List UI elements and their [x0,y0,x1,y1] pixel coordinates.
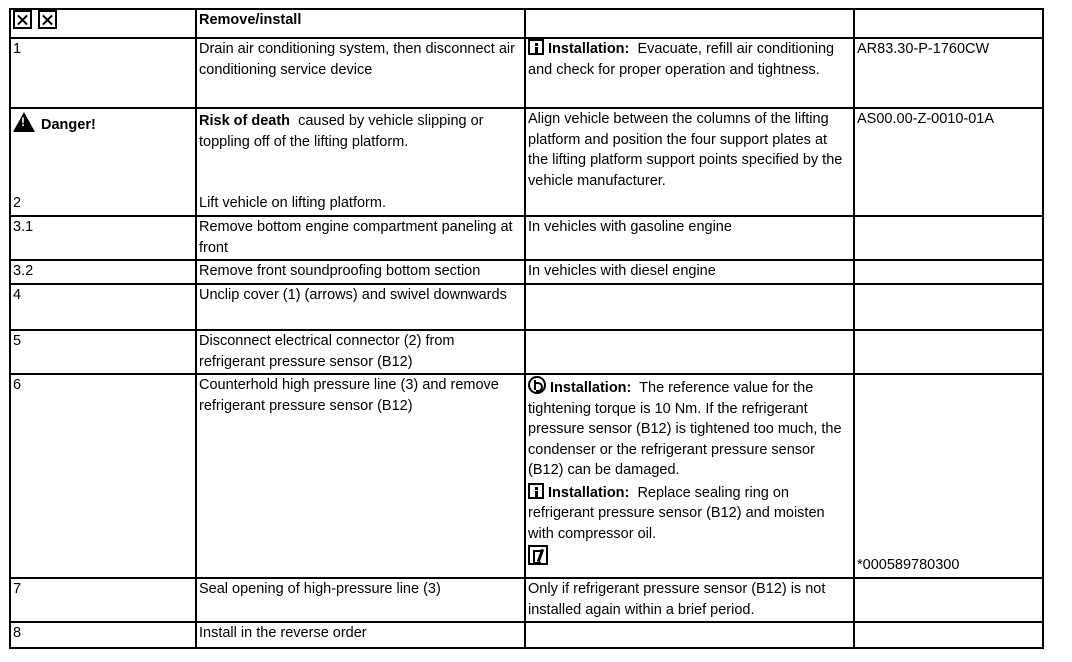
torque-icon [528,376,546,394]
step-note: In vehicles with diesel engine [525,260,854,284]
table-row [10,622,1043,648]
table-row [10,284,1043,330]
step-number: 2 [13,194,22,211]
step-number: 3.2 [10,260,196,284]
table-row [10,330,1043,374]
warning-icon [13,112,35,132]
step-note: In vehicles with gasoline engine [525,216,854,260]
reference-link[interactable]: AS00.00-Z-0010-01A [854,108,1043,216]
header-row [10,9,1043,38]
reference-cell [854,622,1043,648]
reference-cell [854,330,1043,374]
step-action: Counterhold high pressure line (3) and remove refrigerant pressure sensor (B12) [196,374,525,578]
step-note [525,622,854,648]
danger-label: Danger! [41,117,96,133]
info-icon [528,483,544,499]
header-empty-cell [854,9,1043,38]
table-row [10,216,1043,260]
step-action: Drain air conditioning system, then disconnect air conditioning service device [196,38,525,108]
reference-link[interactable]: AR83.30-P-1760CW [854,38,1043,108]
step-action: Unclip cover (1) (arrows) and swivel downwards [196,284,525,330]
step-number: 5 [10,330,196,374]
step-note [525,330,854,374]
step-number: 8 [10,622,196,648]
note-text: Replace sealing ring on refrigerant pressure sensor (B12) and moisten with compressor oil. [528,484,825,542]
step-cell [10,108,196,216]
step-action-cell [196,108,525,216]
risk-title: Risk of death [199,113,291,129]
reference-cell [854,374,1043,578]
header-title: Remove/install [196,9,525,38]
table-row [10,108,1043,216]
header-icons-cell [10,9,196,38]
step-number: 6 [10,374,196,578]
installation-label: Installation: [550,380,632,396]
installation-icon [38,10,57,29]
reference-cell [854,284,1043,330]
step-number: 7 [10,578,196,622]
removal-icon [13,10,32,29]
special-tool-icon [528,545,548,565]
note-text: The reference value for the tightening torque is 10 Nm. If the refrigerant pressure sensor (B12) is tightened too much, the condenser or the refrigerant pressure sensor (B12) can be damaged. [528,380,842,478]
step-note [525,284,854,330]
step-action: Remove front soundproofing bottom section [196,260,525,284]
reference-cell [854,578,1043,622]
header-empty-cell [525,9,854,38]
procedure-table [9,8,1044,649]
step-action: Install in the reverse order [196,622,525,648]
table-row [10,38,1043,108]
installation-label: Installation: [548,41,630,57]
step-note: Align vehicle between the columns of the lifting platform and position the four support plates at the lifting platform support points specified by the vehicle manufacturer. [525,108,854,216]
table-row [10,578,1043,622]
risk-text: caused by vehicle slipping or toppling off of the lifting platform. [199,113,484,150]
reference-cell [854,216,1043,260]
step-note: Only if refrigerant pressure sensor (B12) is not installed again within a brief period. [525,578,854,622]
note-text: Evacuate, refill air conditioning and check for proper operation and tightness. [528,41,835,78]
step-note [525,38,854,108]
tool-part-number[interactable]: *000589780300 [857,556,960,573]
step-number: 4 [10,284,196,330]
step-action: Seal opening of high-pressure line (3) [196,578,525,622]
step-number: 3.1 [10,216,196,260]
step-action: Lift vehicle on lifting platform. [199,194,386,211]
step-action: Remove bottom engine compartment paneling at front [196,216,525,260]
installation-label: Installation: [548,484,630,501]
table-row [10,260,1043,284]
step-note [525,374,854,578]
step-number: 1 [10,38,196,108]
step-action: Disconnect electrical connector (2) from refrigerant pressure sensor (B12) [196,330,525,374]
reference-cell [854,260,1043,284]
table-row [10,374,1043,578]
info-icon [528,39,544,55]
